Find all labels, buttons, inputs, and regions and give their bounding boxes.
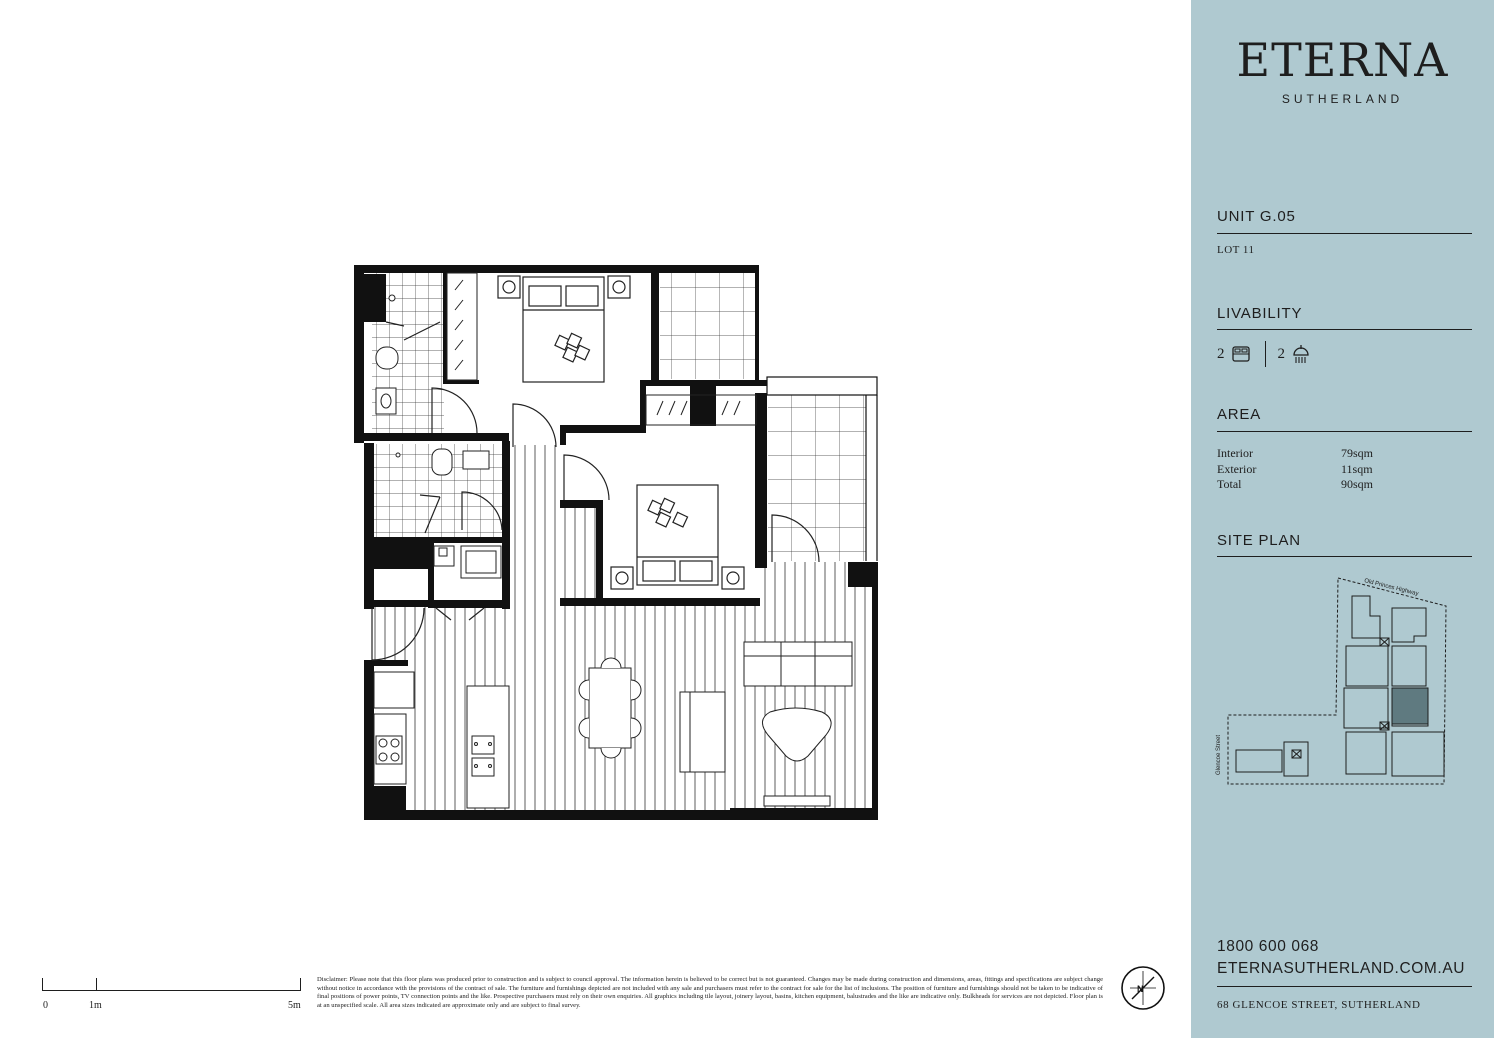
brand-subtitle: SUTHERLAND bbox=[1281, 92, 1404, 106]
divider bbox=[1217, 431, 1472, 432]
scale-label-1m: 1m bbox=[89, 1000, 102, 1011]
brand-name: ETERNA bbox=[1236, 33, 1449, 87]
unit-title: UNIT G.05 bbox=[1217, 208, 1296, 225]
livability-row bbox=[1217, 341, 1311, 367]
site-plan-diagram bbox=[1196, 570, 1456, 790]
site-plan-road-label: Glencoe Street bbox=[1216, 734, 1222, 775]
area-value: 11sqm bbox=[1341, 461, 1373, 476]
area-row bbox=[1217, 477, 1373, 493]
svg-text:N: N bbox=[1137, 984, 1144, 994]
separator bbox=[1265, 341, 1266, 367]
scale-label-5m: 5m bbox=[288, 1000, 301, 1011]
divider bbox=[1217, 986, 1472, 987]
scale-tick bbox=[300, 978, 301, 991]
scale-tick bbox=[96, 978, 97, 991]
bathroom-count: 2 bbox=[1277, 345, 1285, 362]
north-arrow-icon bbox=[1120, 965, 1166, 1011]
area-label: Interior bbox=[1217, 446, 1253, 460]
area-title: AREA bbox=[1217, 406, 1262, 423]
disclaimer-text: Disclaimer: Please note that this floor plans was produced prior to construction and is subject to council approval. The information herein is believed to be correct but is not guaranteed. Changes may be made during construction and dimensions, areas, fittings and specifications are subject change without notice in accordance with the provisions of the contract of sale. The furniture and furnishings depicted are not included with any sale and purchasers must refer to the contract for sale for the list of inclusions. The position of furniture and furnishings should not be taken to be indicative of final positions of power points, TV connection points and the like. Prospective purchasers must rely on their own enquiries. All graphics including tile layout, joinery layout, basins, kitchen equipment, balustrades and the like are indicative only. Bulkheads for services are not depicted. Floor plan is at an unspecified scale. All area sizes indicated are approximate only and are subject to final survey. bbox=[317, 976, 1103, 1009]
bed-master bbox=[498, 276, 630, 382]
scale-line bbox=[42, 990, 301, 991]
site-plan-unit-highlight bbox=[1392, 688, 1428, 724]
lot-number: LOT 11 bbox=[1217, 244, 1255, 256]
scale-label-0: 0 bbox=[43, 1000, 48, 1011]
bedroom-count: 2 bbox=[1217, 345, 1225, 362]
info-panel bbox=[1191, 0, 1494, 1038]
website-link[interactable]: ETERNASUTHERLAND.COM.AU bbox=[1217, 960, 1466, 977]
area-row bbox=[1217, 446, 1373, 462]
scale-tick bbox=[42, 978, 43, 991]
brand-logo bbox=[1191, 34, 1494, 106]
divider bbox=[1217, 329, 1472, 330]
laundry bbox=[434, 546, 501, 578]
phone-number[interactable]: 1800 600 068 bbox=[1217, 938, 1320, 955]
shower-icon bbox=[1291, 343, 1311, 365]
divider bbox=[1217, 233, 1472, 234]
scale-bar bbox=[42, 974, 304, 1014]
area-table bbox=[1217, 446, 1373, 493]
area-value: 90sqm bbox=[1341, 477, 1374, 491]
area-value: 79sqm bbox=[1341, 446, 1374, 460]
site-plan-title: SITE PLAN bbox=[1217, 532, 1301, 549]
address: 68 GLENCOE STREET, SUTHERLAND bbox=[1217, 999, 1421, 1011]
livability-title: LIVABILITY bbox=[1217, 305, 1303, 322]
area-row bbox=[1217, 462, 1373, 478]
area-label: Exterior bbox=[1217, 461, 1257, 476]
bed-icon bbox=[1231, 344, 1251, 364]
contact-block bbox=[1217, 936, 1465, 980]
area-label: Total bbox=[1217, 477, 1242, 491]
bed-second bbox=[611, 485, 744, 589]
site-plan-road-label: Old Princes Highway bbox=[1363, 578, 1420, 598]
divider bbox=[1217, 556, 1472, 557]
